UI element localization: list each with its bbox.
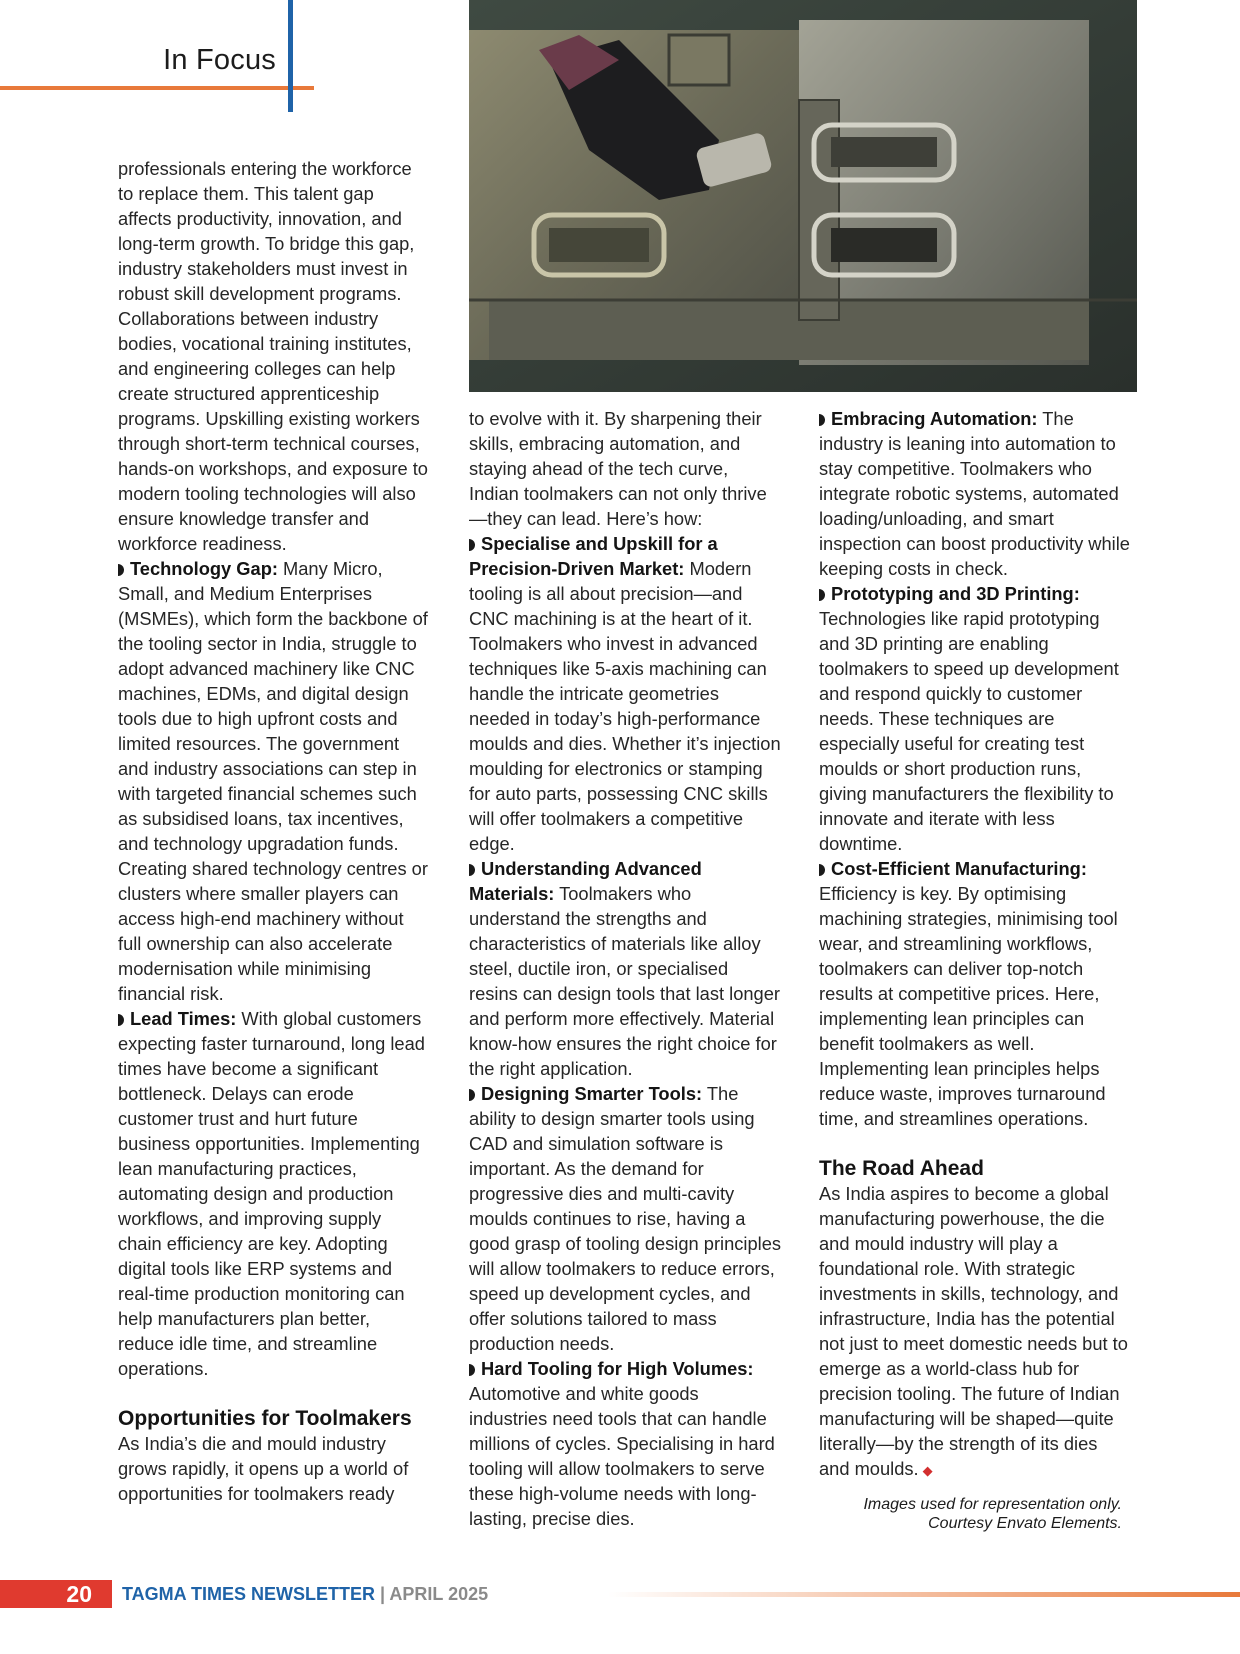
column3-item-prototyping xyxy=(819,581,1131,856)
mould-photo-illustration xyxy=(469,0,1137,392)
credit-line-1: Images used for representation only. xyxy=(863,1496,1122,1513)
section-tag xyxy=(0,0,320,115)
section-label: In Focus xyxy=(163,44,276,76)
item-text: Technologies like rapid prototyping and 3D printing are enabling toolmakers to speed up development and respond quickly to customer needs. These techniques are especially useful for creating test moulds or short production runs, giving manufacturers the flexibility to innovate and iterate with less downtime. xyxy=(819,608,1119,854)
column2-item-hard-tooling xyxy=(469,1356,781,1531)
item-text: Toolmakers who understand the strengths and characteristics of materials like alloy steel, ductile iron, or specialised resins can design tools that last longer and perform more effectively. Material know-how ensures the right choice for the right application. xyxy=(469,883,780,1079)
item-title: Specialise and Upskill for a Precision-Driven Market: xyxy=(469,533,718,579)
column3-item-automation xyxy=(819,406,1131,581)
bullet-icon xyxy=(469,539,475,551)
bullet-icon xyxy=(469,864,475,876)
column2-item-materials xyxy=(469,856,781,1081)
bullet-icon xyxy=(118,1014,124,1026)
item-text: Many Micro, Small, and Medium Enterprises (MSMEs), which form the backbone of the tooling sector in India, struggle to adopt advanced machinery like CNC machines, EDMs, and digital design tools due to high upfront costs and limited resources. The government and industry associations can step in with targeted financial schemes such as subsidised loans, tax incentives, and technology upgradation funds. Creating shared technology centres or clusters where smaller players can access high-end machinery without full ownership can also accelerate modernisation while minimising financial risk. xyxy=(118,558,428,1004)
item-text: Modern tooling is all about precision—and CNC machining is at the heart of it. Toolmakers who invest in advanced techniques like 5-axis machining can handle the intricate geometries needed in today’s high-performance moulds and dies. Whether it’s injection moulding for electronics or stamping for auto parts, possessing CNC skills will offer toolmakers a competitive edge. xyxy=(469,558,781,854)
article-column-1 xyxy=(118,156,428,1506)
item-text: Efficiency is key. By optimising machining strategies, minimising tool wear, and streamlining workflows, toolmakers can deliver top-notch results at competitive prices. Here, implementing lean principles can benefit toolmakers as well. Implementing lean principles helps reduce waste, improves turnaround time, and streamlines operations. xyxy=(819,883,1118,1129)
footer-gradient-rule xyxy=(608,1592,1240,1597)
item-title: Understanding Advanced Materials: xyxy=(469,858,702,904)
bullet-icon xyxy=(469,1364,475,1376)
column3-closing xyxy=(819,1181,1131,1483)
publication-name: TAGMA TIMES NEWSLETTER xyxy=(122,1584,375,1604)
item-title: Technology Gap: xyxy=(130,558,278,579)
column1-item-lead-times xyxy=(118,1006,428,1381)
issue-date: APRIL 2025 xyxy=(389,1584,489,1604)
item-text: Automotive and white goods industries need tools that can handle millions of cycles. Specialising in hard tooling will allow toolmakers to serve these high-volume needs with long-lasting, precise dies. xyxy=(469,1383,775,1529)
article-column-2 xyxy=(469,406,781,1531)
item-title: Hard Tooling for High Volumes: xyxy=(481,1358,754,1379)
bullet-icon xyxy=(469,1089,475,1101)
bullet-icon xyxy=(819,414,825,426)
page-number: 20 xyxy=(66,1581,92,1607)
section-blue-rule xyxy=(288,0,293,112)
column1-intro: professionals entering the workforce to replace them. This talent gap affects productivity, innovation, and long-term growth. To bridge this gap, industry stakeholders must invest in robust skill development programs. Collaborations between industry bodies, vocational training institutes, and engineering colleges can help create structured apprenticeship programs. Upskilling existing workers through short-term technical courses, hands-on workshops, and exposure to modern tooling technologies will also ensure knowledge transfer and workforce readiness. xyxy=(118,158,428,554)
column2-intro: to evolve with it. By sharpening their skills, embracing automation, and staying ahead of the tech curve, Indian toolmakers can not only thrive—they can lead. Here’s how: xyxy=(469,408,767,529)
page-number-box xyxy=(0,1580,112,1608)
item-title: Lead Times: xyxy=(130,1008,237,1029)
item-title: Cost-Efficient Manufacturing: xyxy=(831,858,1087,879)
bullet-icon xyxy=(819,864,825,876)
page-footer xyxy=(0,1580,1240,1608)
column1-closing: As India’s die and mould industry grows rapidly, it opens up a world of opportunities for toolmakers ready xyxy=(118,1433,409,1504)
bullet-icon xyxy=(819,589,825,601)
heading-opportunities: Opportunities for Toolmakers xyxy=(118,1407,412,1430)
column2-item-smarter-tools xyxy=(469,1081,781,1356)
closing-text: As India aspires to become a global manufacturing powerhouse, the die and mould industry will play a foundational role. With strategic investments in skills, technology, and infrastructure, India has the potential not just to meet domestic needs but to emerge as a world-class hub for precision tooling. The future of Indian manufacturing will be shaped—quite literally—by the strength of its dies and moulds. xyxy=(819,1183,1128,1479)
column1-item-technology-gap xyxy=(118,556,428,1006)
article-photo xyxy=(469,0,1137,392)
end-diamond-icon: ◆ xyxy=(922,1463,933,1478)
item-text: With global customers expecting faster turnaround, long lead times have become a significant bottleneck. Delays can erode customer trust and hurt future business opportunities. Implementing lean manufacturing practices, automating design and production workflows, and improving supply chain efficiency are key. Adopting digital tools like ERP systems and real-time production monitoring can help manufacturers plan better, reduce idle time, and streamline operations. xyxy=(118,1008,425,1379)
heading-road-ahead: The Road Ahead xyxy=(819,1157,984,1180)
footer-publication xyxy=(122,1584,488,1605)
item-text: The industry is leaning into automation to stay competitive. Toolmakers who integrate robotic systems, automated loading/unloading, and smart inspection can boost productivity while keeping costs in check. xyxy=(819,408,1130,579)
item-title: Embracing Automation: xyxy=(831,408,1038,429)
credit-line-2: Courtesy Envato Elements. xyxy=(928,1515,1122,1532)
item-title: Prototyping and 3D Printing: xyxy=(831,583,1080,604)
bullet-icon xyxy=(118,564,124,576)
item-text: The ability to design smarter tools using CAD and simulation software is important. As the demand for progressive dies and multi-cavity moulds continues to rise, having a good grasp of tooling design principles will allow toolmakers to reduce errors, speed up development cycles, and offer solutions tailored to mass production needs. xyxy=(469,1083,782,1354)
footer-separator: | xyxy=(380,1584,386,1604)
item-title: Designing Smarter Tools: xyxy=(481,1083,703,1104)
section-orange-rule xyxy=(0,86,314,90)
image-credit xyxy=(863,1495,1122,1533)
column3-item-cost-efficient xyxy=(819,856,1131,1131)
article-column-3 xyxy=(819,406,1131,1483)
column2-item-specialise xyxy=(469,531,781,856)
